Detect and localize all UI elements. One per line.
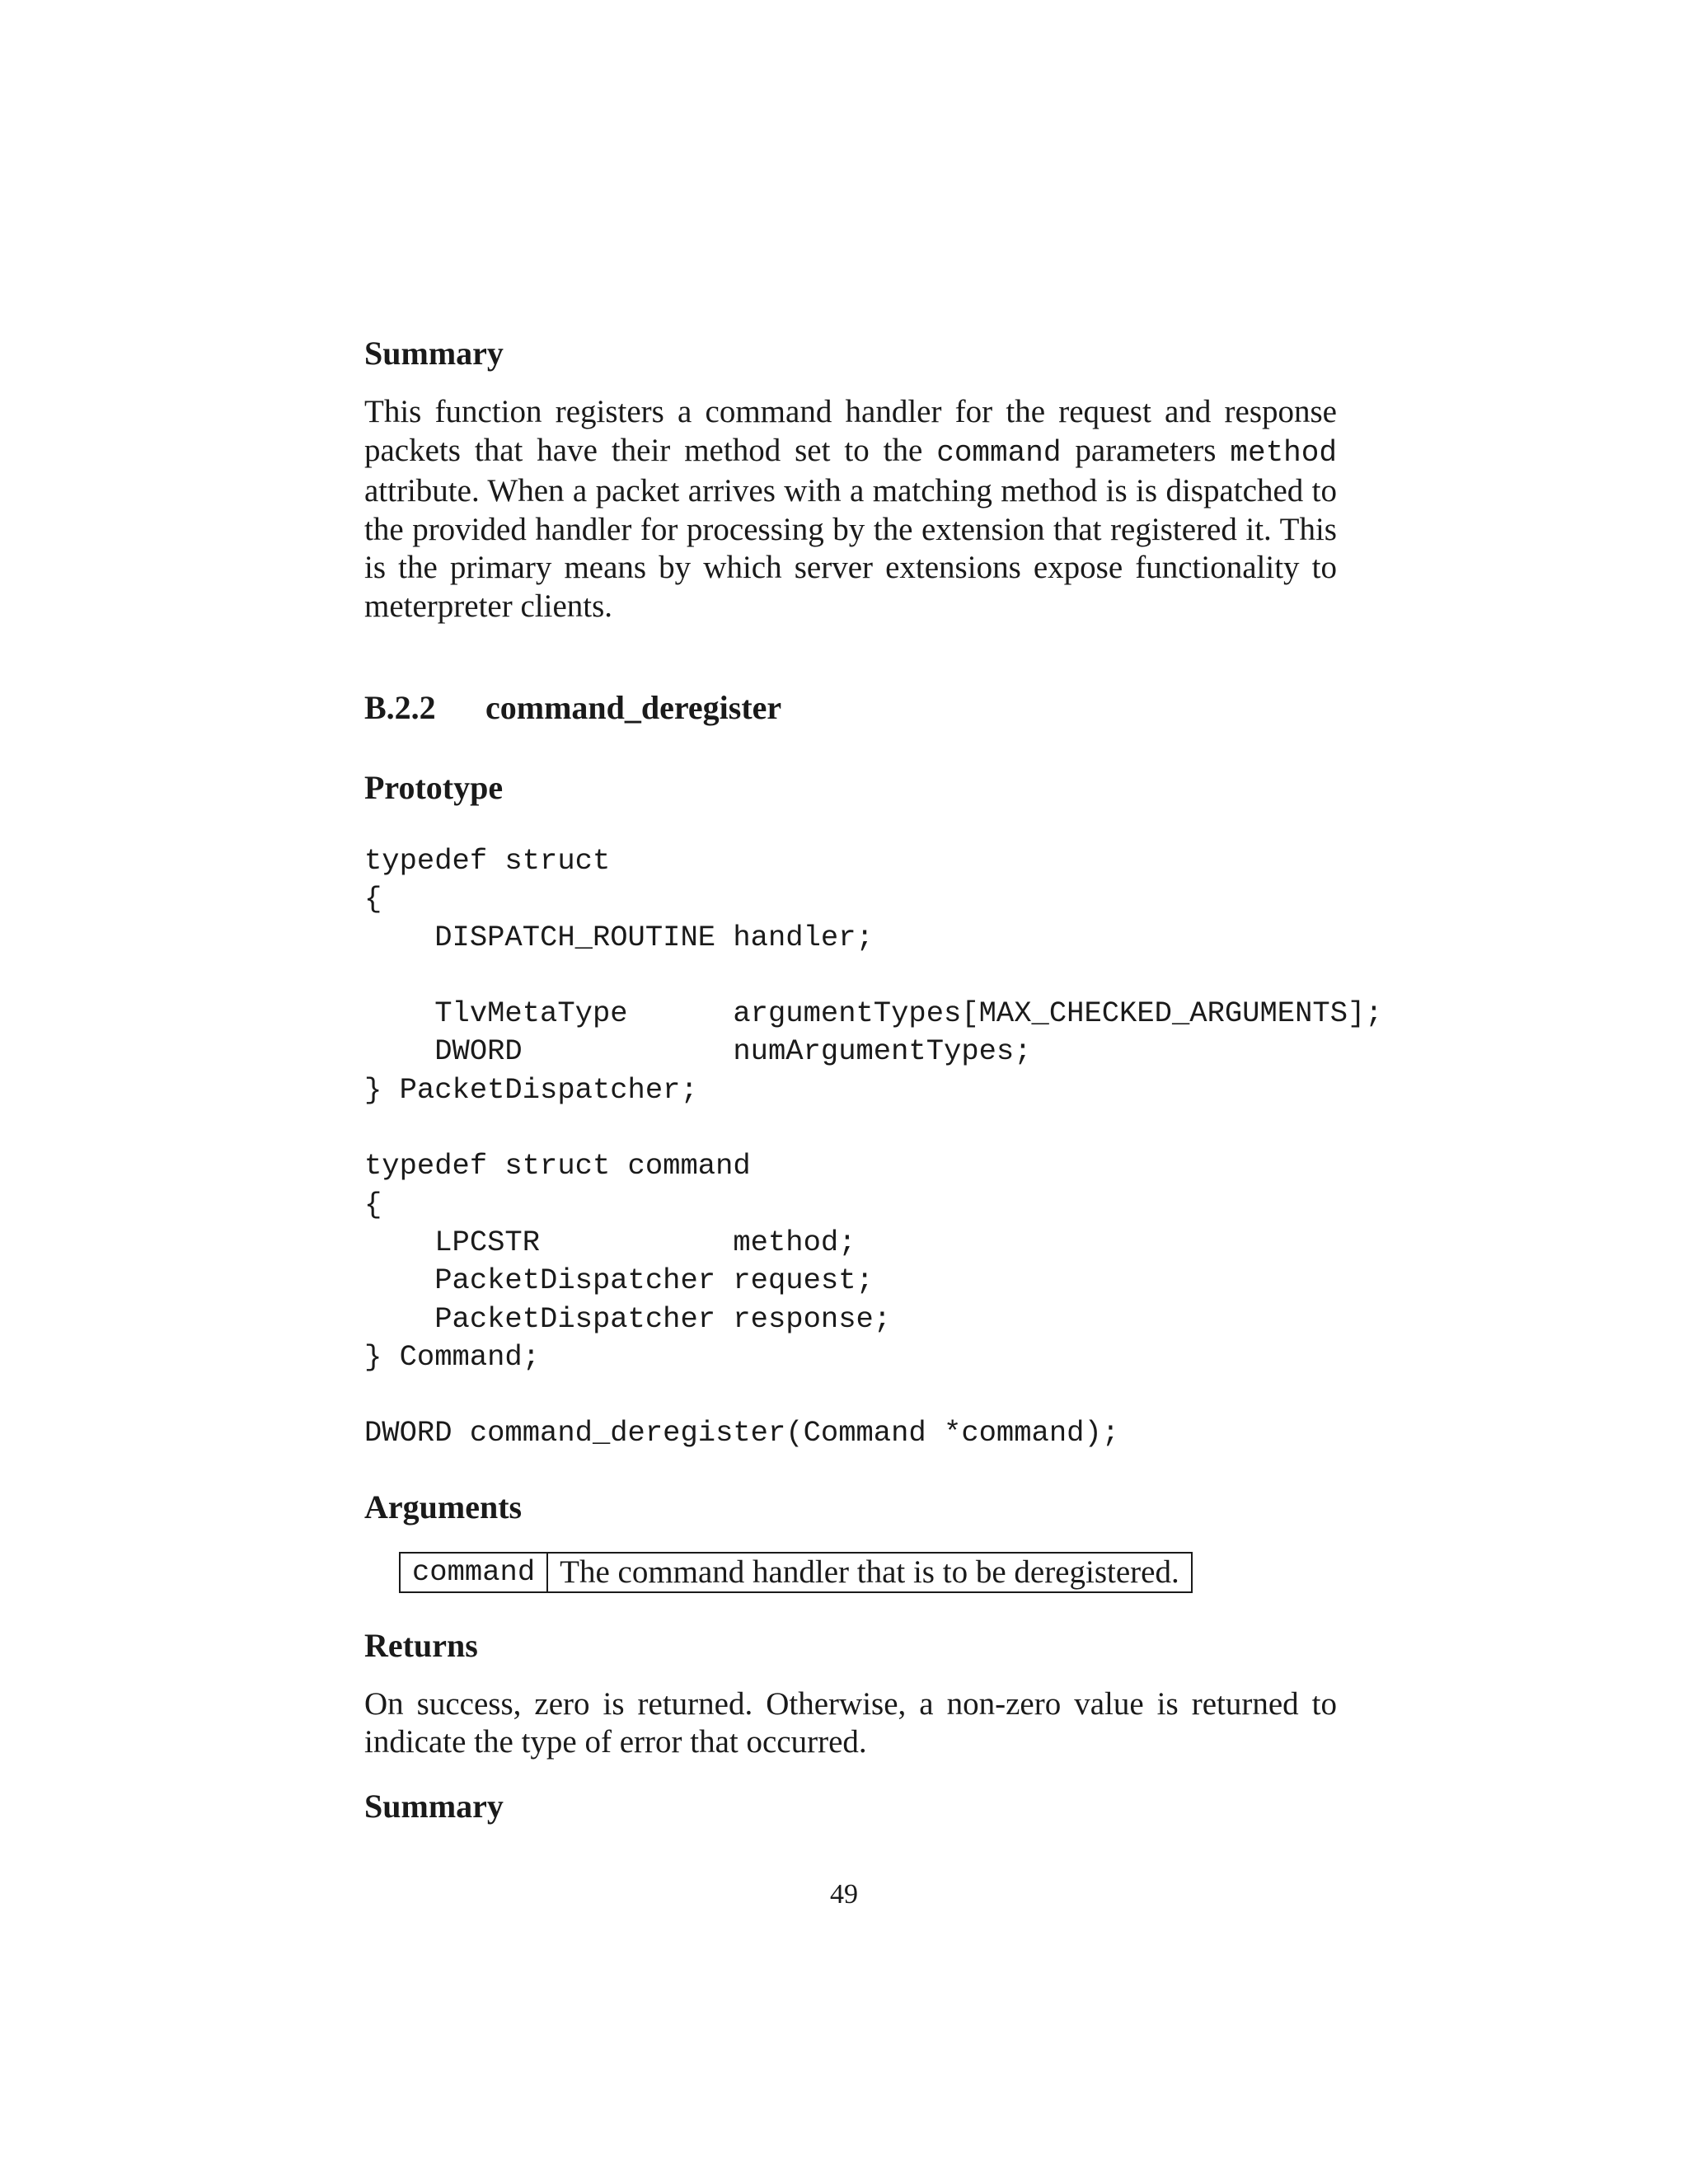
summary-code-command: command: [936, 435, 1062, 470]
arguments-heading: Arguments: [364, 1488, 523, 1526]
summary-text-part-1: This function registers a command handler for the request and response packets that have their method set to the: [364, 394, 1337, 468]
returns-paragraph: On success, zero is returned. Otherwise, a non-zero value is returned to indicate the type of error that occurred.: [364, 1685, 1337, 1760]
page-number: 49: [830, 1879, 858, 1910]
prototype-heading: Prototype: [364, 769, 504, 806]
prototype-code-block: typedef struct { DISPATCH_ROUTINE handler; TlvMetaType argumentTypes[MAX_CHECKED_ARGUMENTS]; DWORD numArgumentTypes; } PacketDispatcher; typedef struct command { LPCSTR method; PacketDispatcher request; PacketDispatcher response; } Command; DWORD command_deregister(Command *command);: [364, 844, 1383, 1451]
returns-heading: Returns: [364, 1626, 478, 1664]
summary-code-method: method: [1230, 435, 1337, 470]
summary-paragraph: [364, 393, 1337, 626]
summary-text-part-3: attribute. When a packet arrives with a matching method is is dispatched to the provided handler for processing by the extension that registered it. This is the primary means by which server extensions expose functionality to meterpreter clients.: [364, 473, 1337, 624]
section-number: B.2.2: [364, 689, 436, 726]
argument-name: command: [400, 1553, 547, 1592]
summary-heading-2: Summary: [364, 1787, 504, 1825]
page-content: [364, 334, 1383, 1826]
summary-heading: Summary: [364, 335, 504, 372]
section-heading: [364, 688, 1337, 727]
section-title: command_deregister: [485, 689, 782, 726]
summary-text-part-2: parameters: [1061, 432, 1231, 468]
argument-description: The command handler that is to be deregistered.: [547, 1553, 1192, 1592]
table-row: [400, 1553, 1192, 1592]
arguments-table: [399, 1552, 1193, 1593]
